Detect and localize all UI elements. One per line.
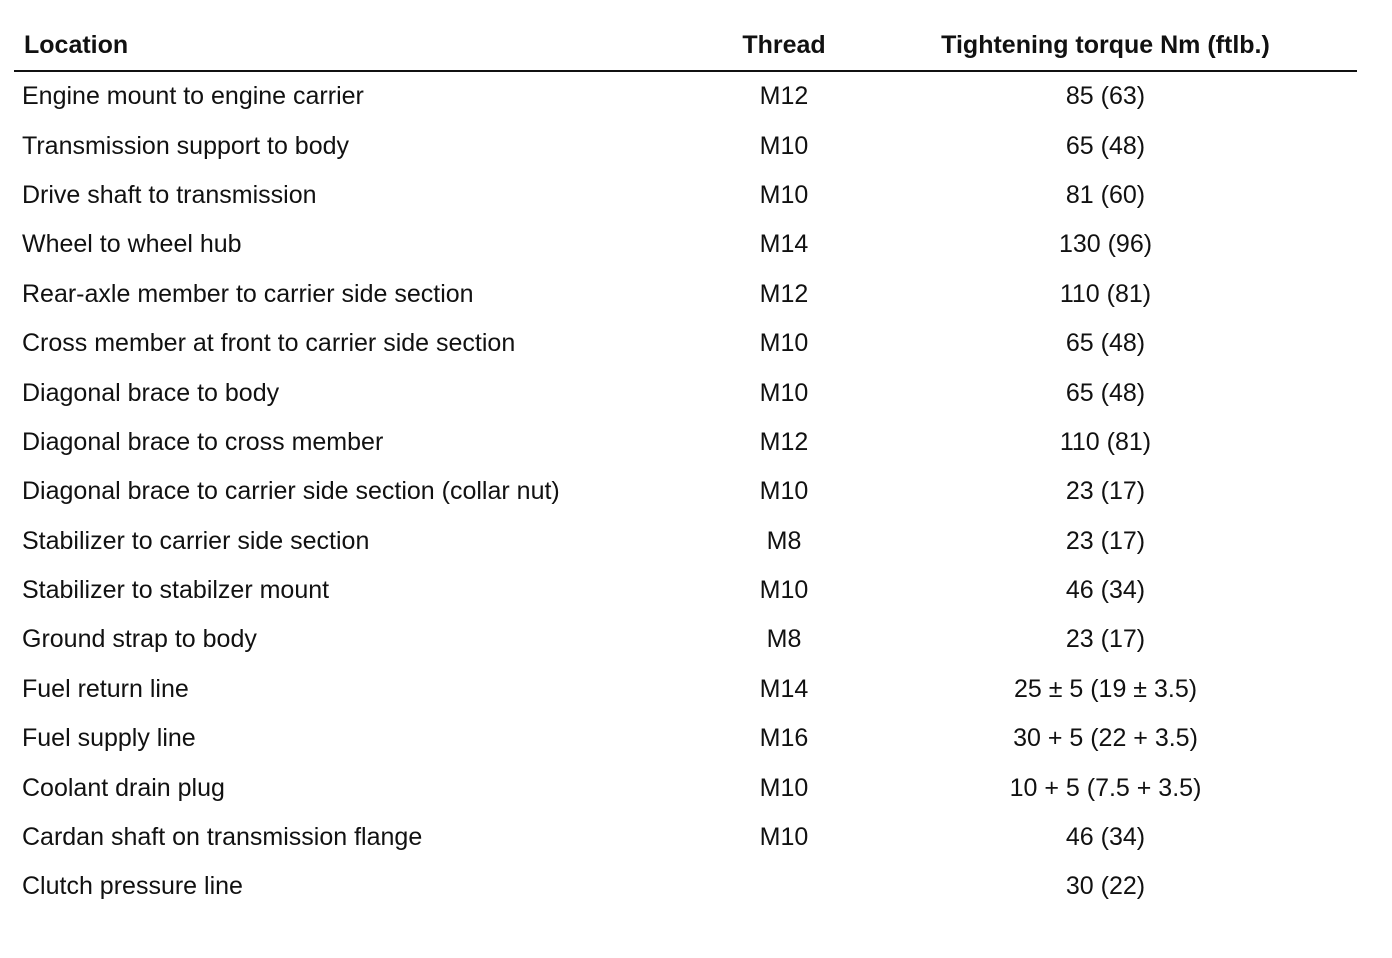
- cell-torque: 23 (17): [1065, 477, 1146, 506]
- cell-torque: 25 ± 5 (19 ± 3.5): [1013, 674, 1198, 703]
- cell-torque: 85 (63): [1065, 82, 1146, 111]
- cell-thread: M8: [766, 625, 802, 654]
- table-row: [14, 566, 1357, 615]
- cell-torque: 65 (48): [1065, 378, 1146, 407]
- cell-torque: 30 (22): [1065, 872, 1146, 901]
- cell-torque: 10 + 5 (7.5 + 3.5): [1009, 773, 1202, 802]
- cell-torque: 81 (60): [1065, 180, 1146, 209]
- cell-location: Fuel return line: [22, 674, 189, 703]
- table-row: [14, 121, 1357, 170]
- cell-location: Stabilizer to carrier side section: [22, 526, 370, 555]
- header-thread: Thread: [742, 30, 826, 59]
- cell-location: Ground strap to body: [22, 625, 257, 654]
- cell-location: Cross member at front to carrier side section: [22, 329, 516, 358]
- cell-torque: 46 (34): [1065, 576, 1146, 605]
- cell-location: Cardan shaft on transmission flange: [22, 823, 423, 852]
- cell-location: Transmission support to body: [22, 131, 350, 160]
- table-header-row: [14, 20, 1357, 72]
- cell-location: Stabilizer to stabilzer mount: [22, 576, 330, 605]
- cell-torque: 65 (48): [1065, 329, 1146, 358]
- cell-thread: M10: [759, 180, 809, 209]
- cell-thread: M16: [759, 724, 809, 753]
- cell-thread: M12: [759, 82, 809, 111]
- table-row: [14, 665, 1357, 714]
- cell-thread: M10: [759, 477, 809, 506]
- cell-thread: M12: [759, 427, 809, 456]
- cell-location: Rear-axle member to carrier side section: [22, 279, 474, 308]
- table-row: [14, 368, 1357, 417]
- cell-thread: M10: [759, 378, 809, 407]
- cell-location: Clutch pressure line: [22, 872, 243, 901]
- table-row: [14, 72, 1357, 121]
- cell-location: Fuel supply line: [22, 724, 196, 753]
- cell-torque: 23 (17): [1065, 625, 1146, 654]
- header-torque: Tightening torque Nm (ftlb.): [941, 30, 1270, 59]
- cell-torque: 110 (81): [1059, 427, 1152, 456]
- cell-thread: M14: [759, 230, 809, 259]
- table-row: [14, 319, 1357, 368]
- cell-location: Diagonal brace to cross member: [22, 427, 384, 456]
- cell-thread: M14: [759, 674, 809, 703]
- cell-thread: M12: [759, 279, 809, 308]
- table-body: [14, 72, 1357, 912]
- header-location: Location: [24, 30, 129, 59]
- cell-location: Diagonal brace to body: [22, 378, 280, 407]
- cell-torque: 110 (81): [1059, 279, 1152, 308]
- table-row: [14, 467, 1357, 516]
- table-row: [14, 418, 1357, 467]
- cell-torque: 30 + 5 (22 + 3.5): [1013, 724, 1198, 753]
- table-row: [14, 862, 1357, 911]
- cell-thread: M10: [759, 131, 809, 160]
- table-row: [14, 615, 1357, 664]
- cell-torque: 23 (17): [1065, 526, 1146, 555]
- cell-thread: M10: [759, 576, 809, 605]
- cell-location: Engine mount to engine carrier: [22, 82, 364, 111]
- cell-torque: 130 (96): [1058, 230, 1153, 259]
- cell-thread: M10: [759, 329, 809, 358]
- cell-location: Drive shaft to transmission: [22, 180, 317, 209]
- table-row: [14, 763, 1357, 812]
- cell-thread: M10: [759, 823, 809, 852]
- cell-thread: M10: [759, 773, 809, 802]
- torque-spec-table: [14, 20, 1357, 912]
- table-row: [14, 714, 1357, 763]
- cell-torque: 46 (34): [1065, 823, 1146, 852]
- cell-location: Coolant drain plug: [22, 773, 225, 802]
- cell-torque: 65 (48): [1065, 131, 1146, 160]
- cell-location: Wheel to wheel hub: [22, 230, 242, 259]
- cell-thread: M8: [766, 526, 802, 555]
- table-row: [14, 517, 1357, 566]
- table-row: [14, 171, 1357, 220]
- table-row: [14, 220, 1357, 269]
- table-row: [14, 813, 1357, 862]
- table-row: [14, 270, 1357, 319]
- cell-location: Diagonal brace to carrier side section (collar nut): [22, 477, 560, 506]
